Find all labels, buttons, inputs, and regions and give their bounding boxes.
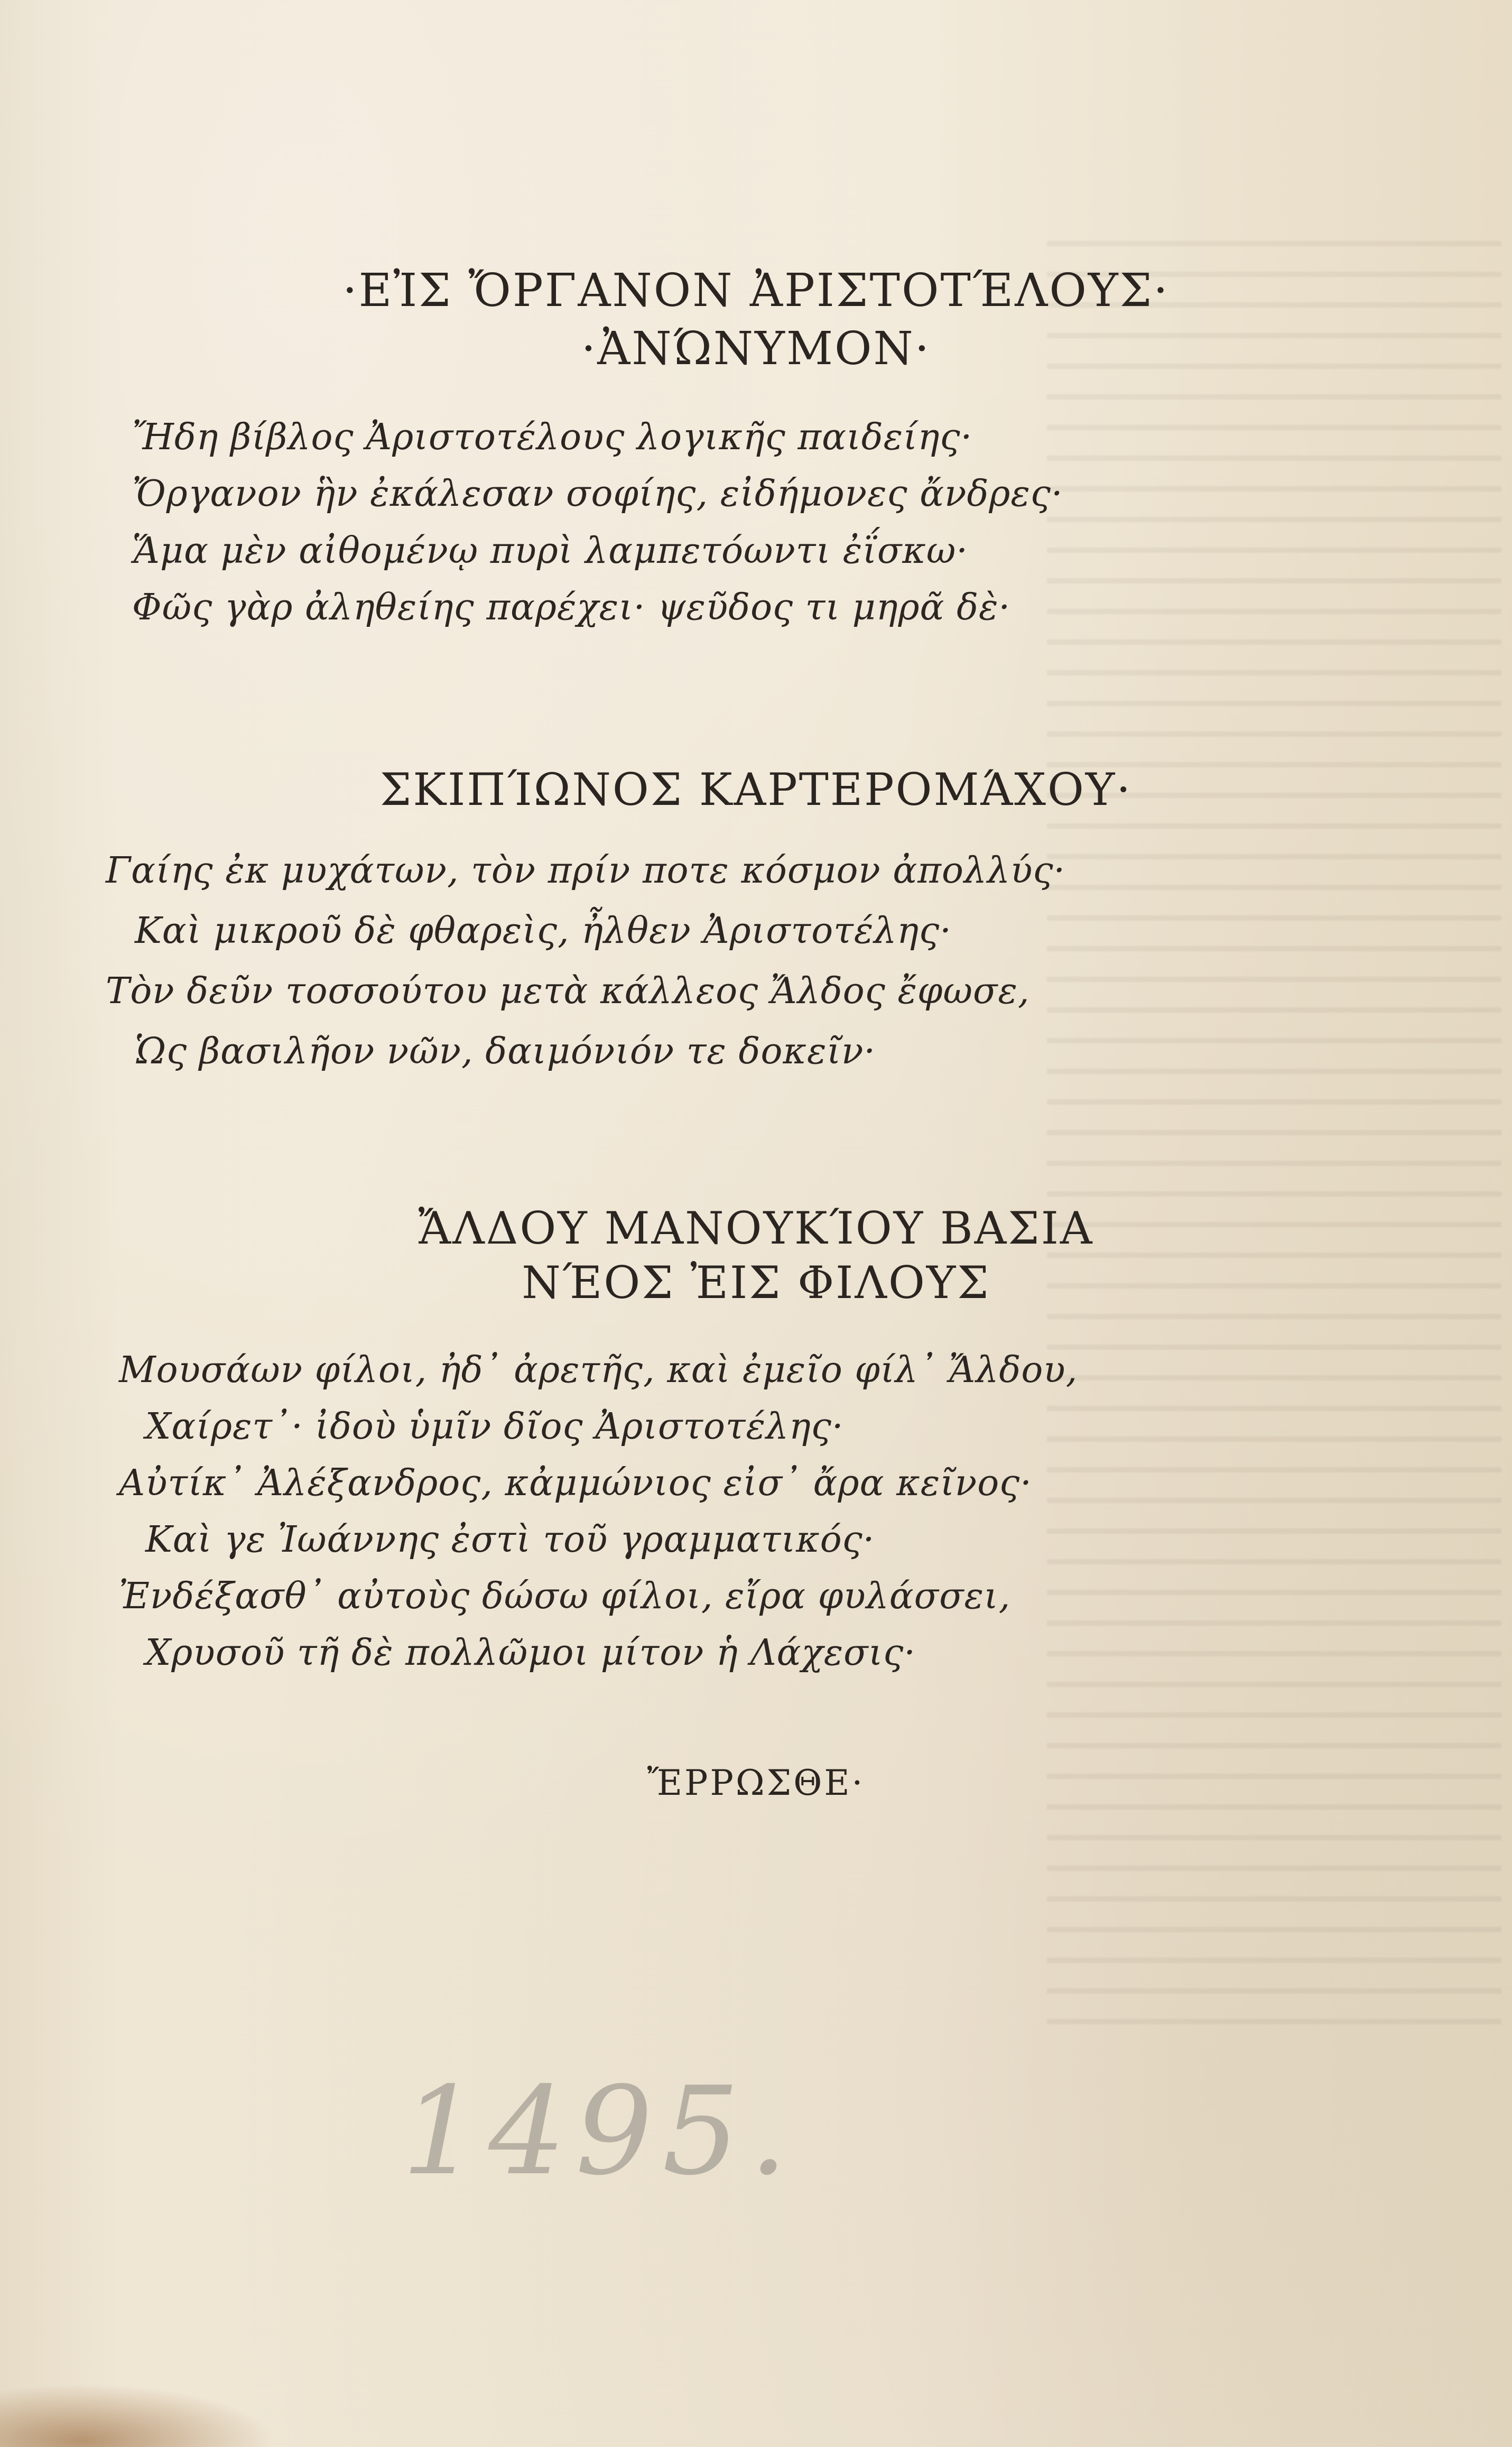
- handwritten-year-note: 1495.: [402, 2061, 797, 2202]
- poem3-line-4: Καὶ γε Ἰωάννης ἐστὶ τοῦ γραμματικός·: [145, 1519, 875, 1561]
- closing-farewell: ἜΡΡΩΣΘΕ·: [647, 1763, 865, 1803]
- poem2-line-3: Τὸν δεῦν τοσσούτου μετὰ κάλλεος Ἄλδος ἔφωσε,: [106, 970, 1030, 1012]
- edge-stain: [0, 2384, 275, 2447]
- heading-subtitle-1: ·ἈΝΏΝΥΜΟΝ·: [581, 322, 931, 375]
- heading-title-1: ·ΕἸΣ ὌΡΓΑΝΟΝ ἈΡΙΣΤΟΤΈΛΟΥΣ·: [342, 264, 1170, 317]
- poem2-line-2: Καὶ μικροῦ δὲ φθαρεὶς, ἦλθεν Ἀριστοτέλης·: [135, 910, 952, 952]
- poem3-line-3: Αὐτίκ᾽ Ἀλέξανδρος, κἀμμώνιος εἰσ᾽ ἄρα κεῖνος·: [119, 1462, 1032, 1504]
- poem1-line-2: Ὄργανον ἣν ἐκάλεσαν σοφίης, εἰδήμονες ἄνδρες·: [132, 473, 1063, 515]
- poem2-line-1: Γαίης ἐκ μυχάτων, τὸν πρίν ποτε κόσμον ἀπολλύς·: [106, 850, 1066, 892]
- heading-subtitle-3: ΝΈΟΣ ἘΙΣ ΦΙΛΟΥΣ: [522, 1257, 990, 1309]
- show-through-text: [1047, 227, 1501, 2024]
- poem1-line-1: Ἤδη βίβλος Ἀριστοτέλους λογικῆς παιδείης·: [132, 416, 973, 458]
- poem2-line-4: Ὡς βασιλῆον νῶν, δαιμόνιόν τε δοκεῖν·: [135, 1031, 876, 1072]
- poem1-line-4: Φῶς γὰρ ἀληθείης παρέχει· ψεῦδος τι μηρᾶ δὲ·: [132, 587, 1011, 628]
- poem1-line-3: Ἅμα μὲν αἰθομένῳ πυρὶ λαμπετόωντι ἐΐσκω·: [132, 530, 968, 572]
- poem3-line-5: Ἐνδέξασθ᾽ αὐτοὺς δώσω φίλοι, εἴρα φυλάσσει,: [119, 1575, 1011, 1617]
- heading-title-3: ἌΛΔΟΥ ΜΑΝΟΥΚΊΟΥ ΒΑΣΙΑ: [418, 1202, 1094, 1254]
- poem3-line-1: Μουσάων φίλοι, ἠδ᾽ ἀρετῆς, καὶ ἐμεῖο φίλ᾽ Ἄλδου,: [119, 1349, 1078, 1391]
- heading-title-2: ΣΚΙΠΊΩΝΟΣ ΚΑΡΤΕΡΟΜΆΧΟΥ·: [379, 764, 1133, 815]
- poem3-line-6: Χρυσοῦ τῆ δὲ πολλῶμοι μίτον ἡ Λάχεσις·: [145, 1632, 916, 1674]
- poem3-line-2: Χαίρετ᾽· ἰδοὺ ὑμῖν δῖος Ἀριστοτέλης·: [145, 1406, 844, 1448]
